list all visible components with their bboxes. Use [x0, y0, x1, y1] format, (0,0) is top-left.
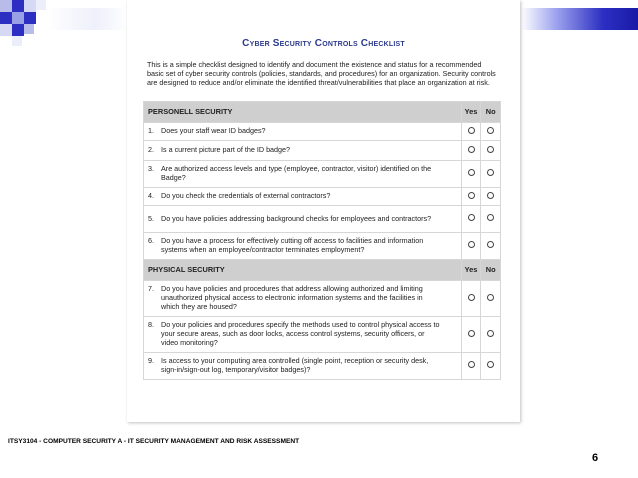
page-number: 6: [592, 452, 599, 464]
question-number: 4.: [148, 191, 154, 201]
no-radio-icon[interactable]: [487, 127, 494, 134]
no-radio-icon[interactable]: [487, 330, 494, 337]
no-radio-icon[interactable]: [487, 192, 494, 199]
decor-square-10: [24, 24, 34, 34]
question-row: [144, 353, 501, 380]
yes-option[interactable]: [461, 141, 481, 161]
no-column-header: No: [481, 102, 501, 123]
question-number: 5.: [148, 213, 154, 223]
yes-radio-icon[interactable]: [468, 294, 475, 301]
no-option[interactable]: [481, 281, 501, 317]
question-row: [144, 206, 501, 233]
no-option[interactable]: [481, 353, 501, 380]
no-option[interactable]: [481, 188, 501, 206]
question-cell: [144, 206, 462, 233]
yes-radio-icon[interactable]: [468, 214, 475, 221]
question-number: 3.: [148, 164, 154, 174]
no-radio-icon[interactable]: [487, 214, 494, 221]
no-option[interactable]: [481, 123, 501, 141]
yes-option[interactable]: [461, 353, 481, 380]
yes-option[interactable]: [461, 233, 481, 260]
decor-square-6: [12, 12, 24, 24]
question-row: [144, 123, 501, 141]
decor-square-7: [24, 12, 36, 24]
no-option[interactable]: [481, 233, 501, 260]
document-intro: This is a simple checklist designed to identify and document the existence and status for a recommended basic set of cyber security controls (policies, standards, and procedures) for an organization. Security controls are designed to reduce and/or eliminate the identified threat/vulnerabilities that place an organization at risk.: [147, 60, 496, 87]
yes-radio-icon[interactable]: [468, 241, 475, 248]
question-text: Is access to your computing area controlled (single point, reception or security desk, sign-in/sign-out log, temporary/visitor badges)?: [161, 356, 429, 374]
no-option[interactable]: [481, 161, 501, 188]
yes-option[interactable]: [461, 206, 481, 233]
decor-square-5: [0, 12, 12, 24]
question-cell: [144, 123, 462, 141]
question-row: [144, 161, 501, 188]
section-title: PHYSICAL SECURITY: [144, 260, 462, 281]
yes-column-header: Yes: [461, 102, 481, 123]
decor-square-9: [12, 24, 24, 36]
no-column-header: No: [481, 260, 501, 281]
question-cell: [144, 233, 462, 260]
decor-square-3: [24, 0, 36, 12]
question-text: Do you check the credentials of external contractors?: [161, 191, 331, 201]
question-text: Are authorized access levels and type (employee, contractor, visitor) identified on the Badge?: [161, 164, 432, 182]
question-cell: [144, 353, 462, 380]
question-cell: [144, 141, 462, 161]
section-header: [144, 260, 501, 281]
question-row: [144, 233, 501, 260]
question-row: [144, 188, 501, 206]
question-cell: [144, 161, 462, 188]
question-text: Does your staff wear ID badges?: [161, 126, 266, 136]
question-number: 8.: [148, 320, 154, 330]
decor-square-2: [12, 0, 24, 12]
question-number: 7.: [148, 284, 154, 294]
no-option[interactable]: [481, 317, 501, 353]
question-cell: [144, 281, 462, 317]
question-text: Is a current picture part of the ID badge?: [161, 145, 291, 155]
question-number: 1.: [148, 126, 154, 136]
no-option[interactable]: [481, 141, 501, 161]
question-cell: [144, 317, 462, 353]
document-title: Cyber Security Controls Checklist: [242, 38, 405, 49]
yes-radio-icon[interactable]: [468, 169, 475, 176]
decor-bar-left: [46, 8, 128, 30]
section-header: [144, 102, 501, 123]
decor-bar-right: [521, 8, 638, 30]
question-number: 6.: [148, 236, 154, 246]
yes-option[interactable]: [461, 317, 481, 353]
no-option[interactable]: [481, 206, 501, 233]
yes-option[interactable]: [461, 281, 481, 317]
question-row: [144, 141, 501, 161]
checklist-table: [143, 101, 501, 380]
question-text: Do you have policies and procedures that address allowing authorized and limiting unauthorized physical access to electronic information systems and the facilities in which they are housed?: [161, 284, 423, 311]
no-radio-icon[interactable]: [487, 169, 494, 176]
decor-square-11: [12, 36, 22, 46]
question-row: [144, 281, 501, 317]
yes-radio-icon[interactable]: [468, 146, 475, 153]
question-text: Do your policies and procedures specify the methods used to control physical access to your secure areas, such as door locks, access control systems, security officers, or video monitoring?: [161, 320, 440, 347]
decor-square-4: [36, 0, 46, 10]
yes-radio-icon[interactable]: [468, 127, 475, 134]
no-radio-icon[interactable]: [487, 146, 494, 153]
yes-option[interactable]: [461, 161, 481, 188]
course-footer: ITSY3104 - COMPUTER SECURITY A - IT SECURITY MANAGEMENT AND RISK ASSESSMENT: [8, 438, 300, 445]
no-radio-icon[interactable]: [487, 294, 494, 301]
no-radio-icon[interactable]: [487, 241, 494, 248]
decor-square-8: [0, 24, 12, 36]
question-cell: [144, 188, 462, 206]
section-title: PERSONELL SECURITY: [144, 102, 462, 123]
question-text: Do you have a process for effectively cutting off access to facilities and information systems when an employee/contractor terminates employment?: [161, 236, 424, 254]
decor-square-1: [0, 0, 12, 12]
yes-radio-icon[interactable]: [468, 361, 475, 368]
yes-radio-icon[interactable]: [468, 330, 475, 337]
question-number: 9.: [148, 356, 154, 366]
question-text: Do you have policies addressing background checks for employees and contractors?: [161, 213, 432, 223]
no-radio-icon[interactable]: [487, 361, 494, 368]
yes-column-header: Yes: [461, 260, 481, 281]
yes-option[interactable]: [461, 123, 481, 141]
checklist-document: [127, 0, 520, 422]
question-row: [144, 317, 501, 353]
yes-radio-icon[interactable]: [468, 192, 475, 199]
yes-option[interactable]: [461, 188, 481, 206]
question-number: 2.: [148, 145, 154, 155]
